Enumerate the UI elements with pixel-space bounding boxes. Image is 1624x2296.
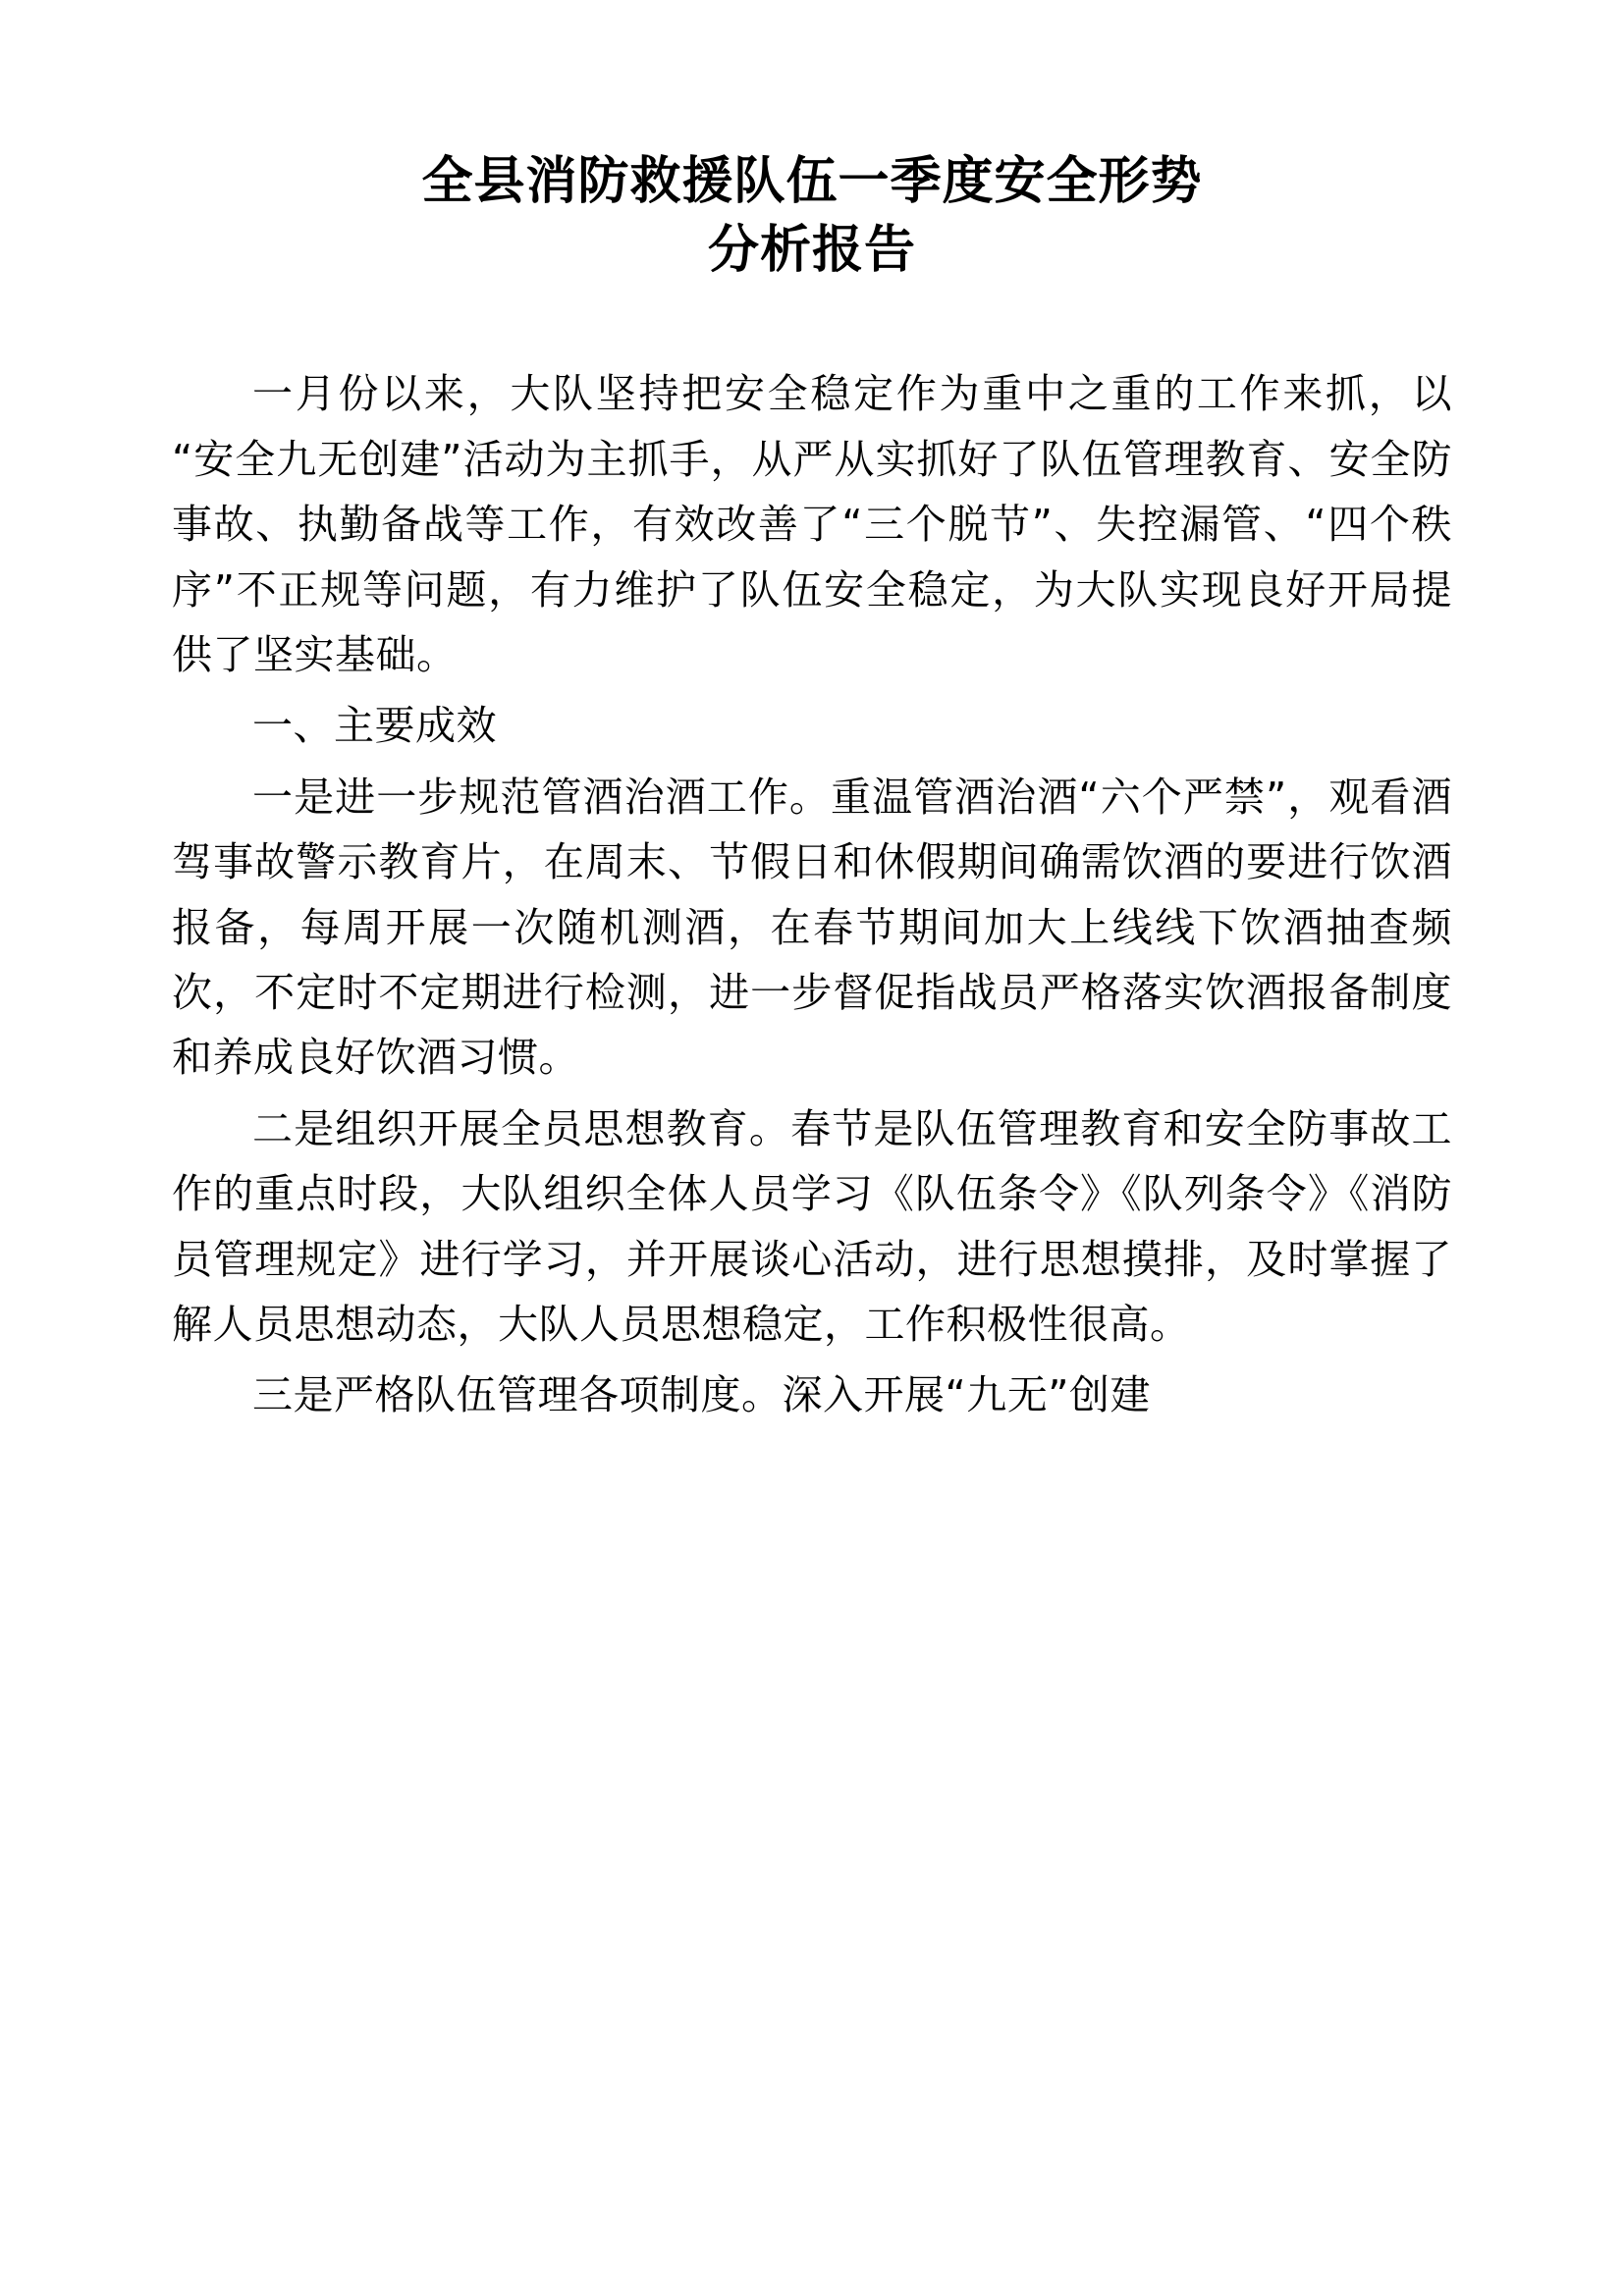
page-title [172,147,1452,285]
paragraph-item-one: 一是进一步规范管酒治酒工作。重温管酒治酒“六个严禁”，观看酒驾事故警示教育片，在周末、节假日和休假期间确需饮酒的要进行饮酒报备，每周开展一次随机测酒，在春节期间加大上线线下饮酒抽查频次，不定时不定期进行检测，进一步督促指战员严格落实饮酒报备制度和养成良好饮酒习惯。 [172,773,1452,1082]
document-body [172,361,1452,1428]
section-heading-main-results: 一、主要成效 [252,702,497,750]
paragraph-item-three: 三是严格队伍管理各项制度。深入开展“九无”创建 [252,1371,1151,1419]
paragraph-intro: 一月份以来，大队坚持把安全稳定作为重中之重的工作来抓，以“安全九无创建”活动为主抓手，从严从实抓好了队伍管理教育、安全防事故、执勤备战等工作，有效改善了“三个脱节”、失控漏管、“四个秩序”不正规等问题，有力维护了队伍安全稳定，为大队实现良好开局提供了坚实基础。 [172,370,1452,678]
paragraph-item-two: 二是组织开展全员思想教育。春节是队伍管理教育和安全防事故工作的重点时段，大队组织全体人员学习《队伍条令》《队列条令》《消防员管理规定》进行学习，并开展谈心活动，进行思想摸排，及时掌握了解人员思想动态，大队人员思想稳定，工作积极性很高。 [172,1104,1452,1349]
page-title-line-2: 分析报告 [707,221,916,281]
page-title-line-1: 全县消防救援队伍一季度安全形势 [421,152,1203,211]
